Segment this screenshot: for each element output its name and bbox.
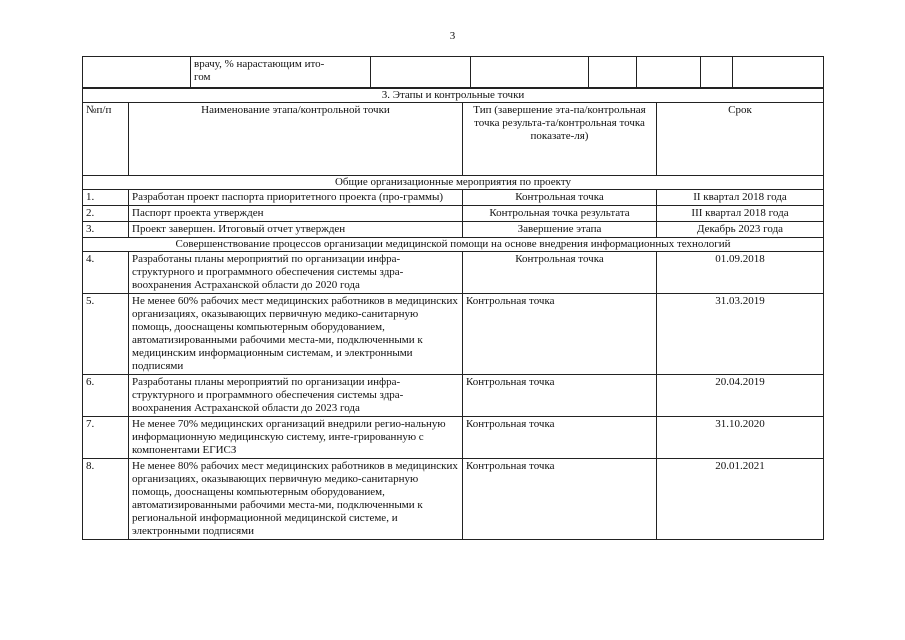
row-term: 20.01.2021: [657, 459, 824, 540]
row-type: Контрольная точка: [463, 294, 657, 375]
row-term: 31.10.2020: [657, 417, 824, 459]
table-row: [83, 252, 824, 294]
header-type: Тип (завершение эта-па/контрольная точка результа-та/контрольная точка показате-ля): [463, 103, 657, 176]
top-indicator-cell: [191, 57, 371, 88]
top-cell: [733, 57, 824, 88]
row-term: II квартал 2018 года: [657, 190, 824, 206]
top-cell: [637, 57, 701, 88]
row-type: Контрольная точка: [463, 375, 657, 417]
row-type: Контрольная точка: [463, 252, 657, 294]
table-row: [83, 294, 824, 375]
table-row: [83, 190, 824, 206]
row-term: 31.03.2019: [657, 294, 824, 375]
table-row: [83, 459, 824, 540]
row-term: Декабрь 2023 года: [657, 222, 824, 238]
top-cell: [471, 57, 589, 88]
row-number: 2.: [83, 206, 129, 222]
row-number: 1.: [83, 190, 129, 206]
row-type: Контрольная точка: [463, 417, 657, 459]
section-title: 3. Этапы и контрольные точки: [83, 89, 824, 103]
row-number: 6.: [83, 375, 129, 417]
milestones-table: [82, 88, 824, 540]
row-number: 3.: [83, 222, 129, 238]
top-cell: [371, 57, 471, 88]
top-cell: [701, 57, 733, 88]
milestones-table-body: [83, 89, 824, 540]
row-term: 01.09.2018: [657, 252, 824, 294]
header-name: Наименование этапа/контрольной точки: [129, 103, 463, 176]
row-name: Не менее 70% медицинских организаций внедрили регио-нальную информационную медицинскую систему, инте-грированную с компонентами ЕГИСЗ: [129, 417, 463, 459]
row-name: Проект завершен. Итоговый отчет утвержден: [129, 222, 463, 238]
row-name: Разработаны планы мероприятий по организации инфра-структурного и программного обеспечения системы здра-воохранения Астраханской области до 2023 года: [129, 375, 463, 417]
row-name: Паспорт проекта утвержден: [129, 206, 463, 222]
table-row: [83, 375, 824, 417]
top-indicator-line2: гом: [194, 71, 211, 83]
header-term: Срок: [657, 103, 824, 176]
page-number: 3: [449, 30, 456, 42]
top-indicator-line1: врачу, % нарастающим ито-: [194, 58, 325, 70]
section-title-row: [83, 89, 824, 103]
row-number: 7.: [83, 417, 129, 459]
row-name: Разработаны планы мероприятий по организации инфра-структурного и программного обеспечения системы здра-воохранения Астраханской области до 2020 года: [129, 252, 463, 294]
group-title-general: Общие организационные мероприятия по проекту: [83, 176, 824, 190]
top-cell: [83, 57, 191, 88]
header-row: [83, 103, 824, 176]
header-num: №п/п: [83, 103, 129, 176]
row-name: Не менее 80% рабочих мест медицинских работников в медицинских организациях, оказывающих первичную медико-санитарную помощь, дооснащены компьютерным оборудованием, автоматизированными рабочими места-ми, подключенными к региональной информационной медицинской системе, и электронными подписями: [129, 459, 463, 540]
row-term: III квартал 2018 года: [657, 206, 824, 222]
top-cell: [589, 57, 637, 88]
row-name: Разработан проект паспорта приоритетного проекта (про-граммы): [129, 190, 463, 206]
row-number: 8.: [83, 459, 129, 540]
table-row: [83, 417, 824, 459]
row-term: 20.04.2019: [657, 375, 824, 417]
top-table-fragment: [82, 56, 824, 88]
row-number: 5.: [83, 294, 129, 375]
table-row: [83, 206, 824, 222]
row-type: Завершение этапа: [463, 222, 657, 238]
group-title-it: Совершенствование процессов организации медицинской помощи на основе внедрения информационных технологий: [83, 238, 824, 252]
top-table-row: [83, 57, 824, 88]
table-row: [83, 222, 824, 238]
row-number: 4.: [83, 252, 129, 294]
row-type: Контрольная точка: [463, 190, 657, 206]
row-name: Не менее 60% рабочих мест медицинских работников в медицинских организациях, оказывающих первичную медико-санитарную помощь, дооснащены компьютерным оборудованием, автоматизированными рабочими места-ми, подключенными к медицинским информационным системам, и электронными подписями: [129, 294, 463, 375]
row-type: Контрольная точка: [463, 459, 657, 540]
row-type: Контрольная точка результата: [463, 206, 657, 222]
group-row: [83, 176, 824, 190]
group-row: [83, 238, 824, 252]
